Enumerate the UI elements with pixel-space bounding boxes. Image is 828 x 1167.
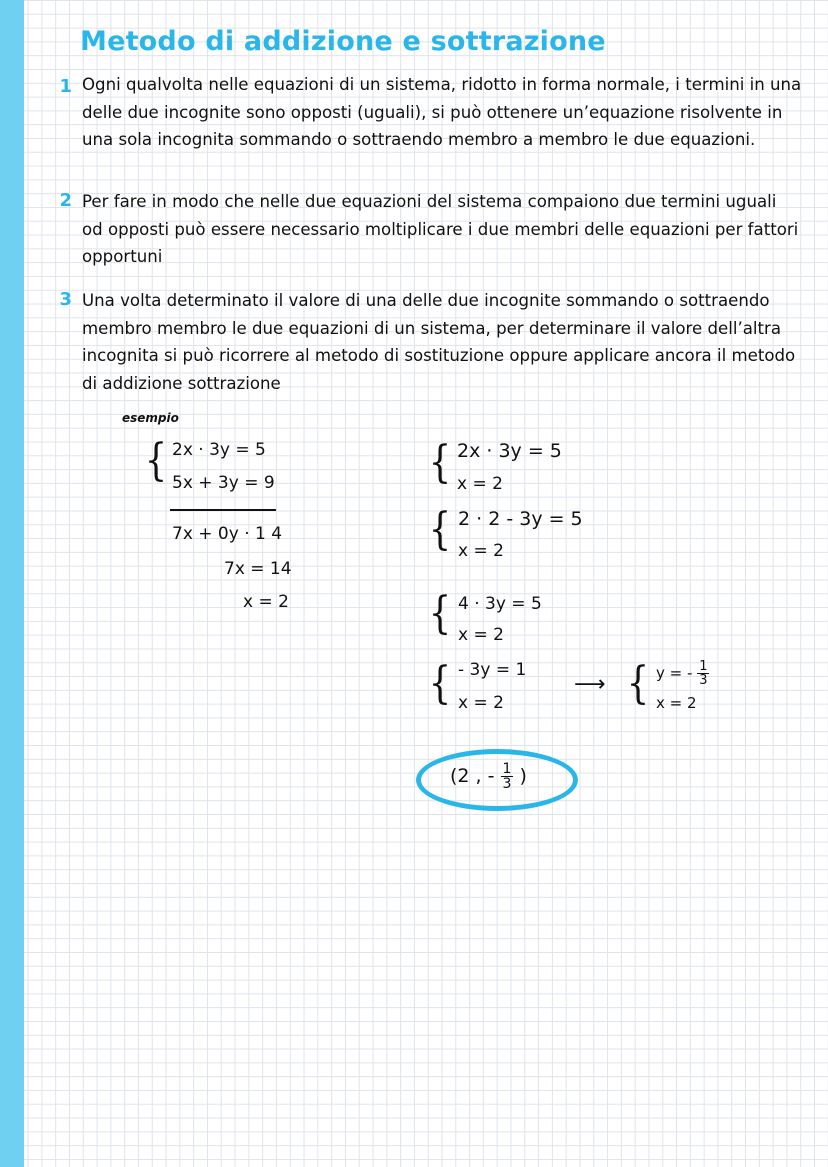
margin-strip	[0, 0, 24, 1167]
right-system-4-brace: {	[428, 658, 452, 709]
y-fraction-denominator: 3	[699, 673, 708, 688]
point-number-2: 2	[59, 190, 72, 211]
right-system-1-brace: {	[428, 437, 452, 488]
point-text-1: Ogni qualvolta nelle equazioni di un sistema, ridotto in forma normale, i termini in una delle due incognite sono opposti (uguali), si può ottenere un’equazione risolvente in una sola incognita sommando o sottraendo membro a membro le due equazioni.	[82, 75, 802, 149]
right-system-3-eq1: 4 · 3y = 5	[458, 594, 542, 614]
point-number-3: 3	[59, 289, 72, 310]
solution-fraction-numerator: 1	[502, 761, 512, 777]
right-system-3-eq2: x = 2	[458, 625, 504, 645]
y-value-fraction	[697, 660, 709, 687]
left-sum-row: 7x + 0y · 1 4	[172, 524, 283, 544]
solution-fraction	[501, 762, 514, 791]
right-system-2-eq1: 2 · 2 - 3y = 5	[458, 508, 583, 530]
solution-fraction-denominator: 3	[502, 776, 512, 792]
right-system-5-eq1	[656, 660, 709, 687]
solution-pair	[450, 762, 527, 791]
page-title: Metodo di addizione e sottrazione	[80, 26, 606, 57]
right-system-4-eq2: x = 2	[458, 693, 504, 713]
solution-close: )	[519, 765, 527, 787]
right-system-1-eq2: x = 2	[457, 474, 503, 494]
right-system-3-brace: {	[428, 588, 452, 639]
left-step-1: 7x = 14	[224, 559, 292, 579]
point-number-1: 1	[59, 76, 72, 97]
left-system-eq1: 2x · 3y = 5	[172, 440, 266, 460]
point-text-2: Per fare in modo che nelle due equazioni del sistema compaiono due termini uguali od opposti può essere necessario moltiplicare i due membri delle equazioni per fattori opportuni	[82, 192, 799, 266]
y-value-label: y = -	[656, 664, 693, 682]
left-system-eq2: 5x + 3y = 9	[172, 473, 275, 493]
arrow-icon: ⟶	[574, 672, 606, 697]
right-system-1-eq1: 2x · 3y = 5	[457, 440, 562, 462]
left-step-2: x = 2	[243, 592, 289, 612]
left-system-brace: {	[144, 435, 168, 486]
sum-line	[170, 509, 276, 511]
solution-open: (2 , -	[450, 765, 495, 787]
right-system-2-brace: {	[428, 504, 452, 555]
point-text-3: Una volta determinato il valore di una delle due incognite sommando o sottraendo membro membro le due equazioni di un sistema, per determinare il valore dell’altra incognita si può ricorrere al metodo di sostituzione oppure applicare ancora il metodo di addizione sottrazione	[82, 291, 796, 393]
right-system-5-brace: {	[626, 658, 650, 709]
right-system-4-eq1: - 3y = 1	[458, 660, 527, 680]
y-fraction-numerator: 1	[699, 659, 708, 674]
right-system-2-eq2: x = 2	[458, 541, 504, 561]
right-system-5-eq2: x = 2	[656, 694, 697, 712]
example-label: esempio	[122, 411, 179, 425]
